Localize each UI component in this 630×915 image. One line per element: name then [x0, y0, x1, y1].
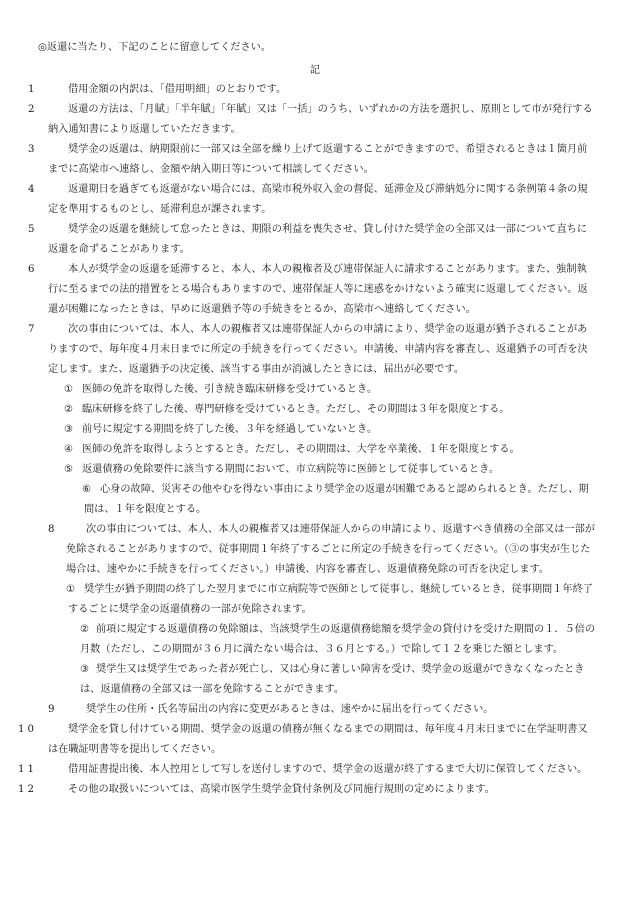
- intro-note: ◎返還に当たり、下記のことに留意してください。: [38, 42, 272, 53]
- list-item: 10 奨学金を貸し付けている期間、奨学金の返還の債務が無くなるまでの期間は、毎年度４月末日までに在学証明書又は在職証明書等を提出してください。: [18, 724, 588, 755]
- ki-heading: 記: [309, 65, 321, 76]
- sub-item: ② 前項に規定する返還債務の免除額は、当該奨学生の返還債務総額を奨学金の貸付けを受けた期間の１．５倍の月数（ただし、この期間が３６月に満たない場合は、３６月とする。）で除して１２を乗じた額とします。: [80, 624, 596, 655]
- list-item: 12 その他の取扱いについては、高梁市医学生奨学金貸付条例及び同施行規則の定めによります。: [18, 784, 495, 795]
- list-item: 1 借用金額の内訳は、「借用明細」のとおりです。: [28, 84, 287, 95]
- sub-item: ⑥ 心身の故障、災害その他やむを得ない事由により奨学金の返還が困難であると認められるとき。ただし、期間は、１年を限度とする。: [82, 484, 589, 515]
- sub-item: ③ 前号に規定する期間を終了した後、３年を経過していないとき。: [64, 424, 378, 435]
- list-item: 2 返還の方法は、「月賦」「半年賦」「年賦」又は「一括」のうち、いずれかの方法を選択し、原則として市が発行する納入通知書により返還していただきます。: [28, 104, 593, 135]
- sub-item: ⑤ 返還債務の免除要件に該当する期間において、市立病院等に医師として従事しているとき。: [64, 464, 500, 475]
- list-item: 3 奨学金の返還は、納期限前に一部又は全部を繰り上げて返還することができますので、希望されるときは１箇月前までに高梁市へ連絡し、金額や納入期日等について相談してください。: [28, 144, 588, 175]
- list-item: 8 次の事由については、本人、本人の親権者又は連帯保証人からの申請により、返還すべき債務の全部又は一部が免除されることがありますので、従事期間１年終了するごとに所定の手続きを行ってください。（③の事実が生じた場合は、速やかに手続きを行ってください。）申請後、内容を審査し、返還債務免除の可否を決定します。: [48, 524, 595, 575]
- sub-item: ③ 奨学生又は奨学生であった者が死亡し、又は心身に著しい障害を受け、奨学金の返還ができなくなったときは、返還債務の全部又は一部を免除することができます。: [80, 664, 585, 695]
- sub-item: ① 奨学生が猶予期間の終了した翌月までに市立病院等で医師として従事し、継続しているとき、従事期間１年終了するごとに奨学金の返還債務の一部が免除されます。: [66, 584, 593, 615]
- sub-item: ④ 医師の免許を取得しようとするとき。ただし、その期間は、大学を卒業後、１年を限度とする。: [64, 444, 520, 455]
- list-item: 4 返還期日を過ぎても返還がない場合には、高梁市税外収入金の督促、延滞金及び滞納処分に関する条例第４条の規定を準用するものとし、延滞利息が課されます。: [28, 184, 588, 215]
- list-item: 5 奨学金の返還を継続して怠ったときは、期限の利益を喪失させ、貸し付けた奨学金の全部又は一部について直ちに返還を命ずることがあります。: [28, 224, 588, 255]
- list-item: 11 借用証書提出後、本人控用として写しを送付しますので、奨学金の返還が終了するまで大切に保管してください。: [18, 764, 588, 775]
- list-item: 6 本人が奨学金の返還を延滞すると、本人、本人の親権者及び連帯保証人に請求することがあります。また、強制執行に至るまでの法的措置をとる場合もありますので、連帯保証人等に迷惑をかけないよう確実に返還してください。返還が困難になったときは、早めに返還猶予等の手続きをとるか、高梁市へ連絡してください。: [28, 264, 588, 315]
- list-item: 7 次の事由については、本人、本人の親権者又は連帯保証人からの申請により、奨学金の返還が猶予されることがありますので、毎年度４月末日までに所定の手続きを行ってください。申請後、申請内容を審査し、返還猶予の可否を決定します。また、返還猶予の決定後、該当する事由が消滅したときには、届出が必要です。: [28, 324, 588, 375]
- sub-item: ② 臨床研修を終了した後、専門研修を受けているとき。ただし、その期間は３年を限度とする。: [64, 404, 510, 415]
- notice-list: [0, 80, 630, 800]
- sub-item: ① 医師の免許を取得した後、引き続き臨床研修を受けているとき。: [64, 384, 378, 395]
- list-item: 9 奨学生の住所・氏名等届出の内容に変更があるときは、速やかに届出を行ってください。: [48, 704, 494, 715]
